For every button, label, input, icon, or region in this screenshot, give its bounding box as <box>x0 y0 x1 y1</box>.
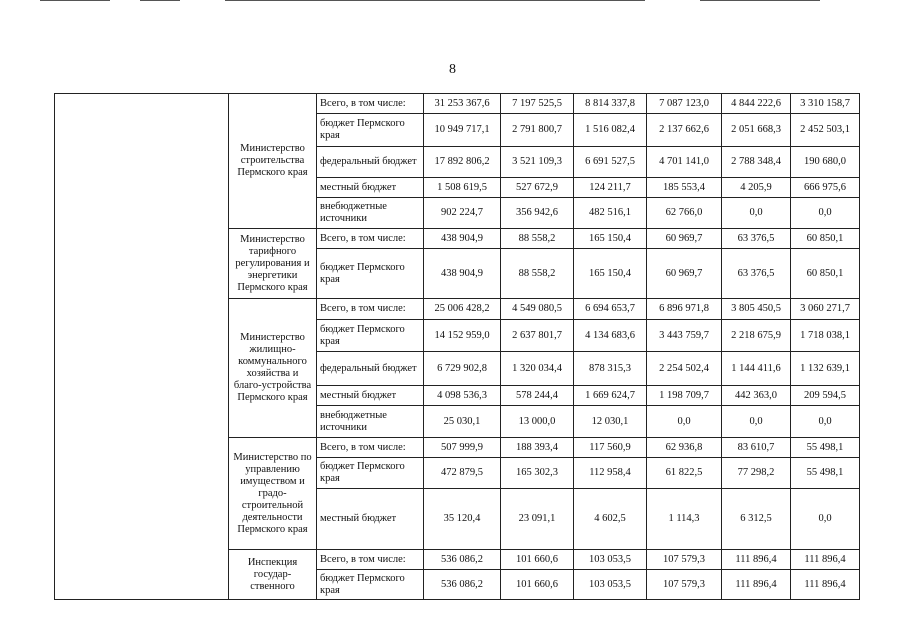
amount-cell: 61 822,5 <box>647 458 722 489</box>
amount-cell: 1 718 038,1 <box>791 320 860 352</box>
amount-cell: 578 244,4 <box>501 386 574 406</box>
amount-cell: 2 218 675,9 <box>722 320 791 352</box>
amount-cell: 63 376,5 <box>722 229 791 249</box>
organization-cell: Министерство строительства Пермского края <box>229 94 317 229</box>
amount-cell: 527 672,9 <box>501 178 574 198</box>
amount-cell: 6 896 971,8 <box>647 299 722 320</box>
amount-cell: 165 150,4 <box>574 229 647 249</box>
amount-cell: 482 516,1 <box>574 198 647 229</box>
amount-cell: 356 942,6 <box>501 198 574 229</box>
amount-cell: 63 376,5 <box>722 249 791 299</box>
amount-cell: 0,0 <box>722 406 791 438</box>
amount-cell: 6 729 902,8 <box>424 352 501 386</box>
amount-cell: 1 198 709,7 <box>647 386 722 406</box>
amount-cell: 111 896,4 <box>722 570 791 600</box>
scan-edge-lines <box>0 0 905 6</box>
amount-cell: 107 579,3 <box>647 570 722 600</box>
funding-source-cell: бюджет Пермского края <box>317 458 424 489</box>
amount-cell: 60 850,1 <box>791 229 860 249</box>
amount-cell: 0,0 <box>791 489 860 550</box>
amount-cell: 3 443 759,7 <box>647 320 722 352</box>
amount-cell: 111 896,4 <box>791 550 860 570</box>
amount-cell: 60 969,7 <box>647 249 722 299</box>
funding-source-cell: Всего, в том числе: <box>317 299 424 320</box>
amount-cell: 3 310 158,7 <box>791 94 860 114</box>
amount-cell: 438 904,9 <box>424 249 501 299</box>
amount-cell: 12 030,1 <box>574 406 647 438</box>
amount-cell: 165 150,4 <box>574 249 647 299</box>
funding-source-cell: местный бюджет <box>317 386 424 406</box>
amount-cell: 442 363,0 <box>722 386 791 406</box>
amount-cell: 101 660,6 <box>501 570 574 600</box>
amount-cell: 2 788 348,4 <box>722 147 791 178</box>
amount-cell: 4 602,5 <box>574 489 647 550</box>
amount-cell: 1 320 034,4 <box>501 352 574 386</box>
amount-cell: 10 949 717,1 <box>424 114 501 147</box>
amount-cell: 103 053,5 <box>574 550 647 570</box>
amount-cell: 60 850,1 <box>791 249 860 299</box>
amount-cell: 107 579,3 <box>647 550 722 570</box>
funding-source-cell: внебюджетные источники <box>317 198 424 229</box>
amount-cell: 4 701 141,0 <box>647 147 722 178</box>
funding-source-cell: внебюджетные источники <box>317 406 424 438</box>
amount-cell: 6 312,5 <box>722 489 791 550</box>
amount-cell: 60 969,7 <box>647 229 722 249</box>
amount-cell: 88 558,2 <box>501 229 574 249</box>
amount-cell: 1 114,3 <box>647 489 722 550</box>
amount-cell: 188 393,4 <box>501 438 574 458</box>
table-row <box>55 94 860 114</box>
amount-cell: 3 805 450,5 <box>722 299 791 320</box>
amount-cell: 31 253 367,6 <box>424 94 501 114</box>
organization-cell: Министерство по управлению имуществом и градо-строительной деятельности Пермского края <box>229 438 317 550</box>
amount-cell: 23 091,1 <box>501 489 574 550</box>
amount-cell: 2 791 800,7 <box>501 114 574 147</box>
amount-cell: 14 152 959,0 <box>424 320 501 352</box>
amount-cell: 0,0 <box>647 406 722 438</box>
organization-cell: Инспекция государ-ственного <box>229 550 317 600</box>
budget-table <box>54 93 860 600</box>
amount-cell: 55 498,1 <box>791 458 860 489</box>
amount-cell: 88 558,2 <box>501 249 574 299</box>
amount-cell: 101 660,6 <box>501 550 574 570</box>
amount-cell: 472 879,5 <box>424 458 501 489</box>
funding-source-cell: бюджет Пермского края <box>317 570 424 600</box>
amount-cell: 25 006 428,2 <box>424 299 501 320</box>
amount-cell: 13 000,0 <box>501 406 574 438</box>
amount-cell: 111 896,4 <box>791 570 860 600</box>
amount-cell: 62 766,0 <box>647 198 722 229</box>
funding-source-cell: Всего, в том числе: <box>317 438 424 458</box>
amount-cell: 3 060 271,7 <box>791 299 860 320</box>
amount-cell: 7 197 525,5 <box>501 94 574 114</box>
amount-cell: 536 086,2 <box>424 570 501 600</box>
amount-cell: 536 086,2 <box>424 550 501 570</box>
amount-cell: 0,0 <box>791 406 860 438</box>
amount-cell: 7 087 123,0 <box>647 94 722 114</box>
page-number: 8 <box>449 62 456 77</box>
amount-cell: 2 254 502,4 <box>647 352 722 386</box>
amount-cell: 1 132 639,1 <box>791 352 860 386</box>
amount-cell: 35 120,4 <box>424 489 501 550</box>
funding-source-cell: бюджет Пермского края <box>317 320 424 352</box>
amount-cell: 1 516 082,4 <box>574 114 647 147</box>
amount-cell: 190 680,0 <box>791 147 860 178</box>
amount-cell: 2 637 801,7 <box>501 320 574 352</box>
amount-cell: 507 999,9 <box>424 438 501 458</box>
amount-cell: 4 098 536,3 <box>424 386 501 406</box>
amount-cell: 111 896,4 <box>722 550 791 570</box>
amount-cell: 6 694 653,7 <box>574 299 647 320</box>
amount-cell: 25 030,1 <box>424 406 501 438</box>
funding-source-cell: федеральный бюджет <box>317 352 424 386</box>
amount-cell: 1 669 624,7 <box>574 386 647 406</box>
organization-cell: Министерство тарифного регулирования и энергетики Пермского края <box>229 229 317 299</box>
amount-cell: 62 936,8 <box>647 438 722 458</box>
amount-cell: 4 205,9 <box>722 178 791 198</box>
amount-cell: 2 452 503,1 <box>791 114 860 147</box>
amount-cell: 83 610,7 <box>722 438 791 458</box>
amount-cell: 165 302,3 <box>501 458 574 489</box>
funding-source-cell: бюджет Пермского края <box>317 249 424 299</box>
funding-source-cell: местный бюджет <box>317 489 424 550</box>
amount-cell: 2 051 668,3 <box>722 114 791 147</box>
amount-cell: 438 904,9 <box>424 229 501 249</box>
funding-source-cell: Всего, в том числе: <box>317 94 424 114</box>
amount-cell: 185 553,4 <box>647 178 722 198</box>
amount-cell: 103 053,5 <box>574 570 647 600</box>
amount-cell: 4 844 222,6 <box>722 94 791 114</box>
amount-cell: 17 892 806,2 <box>424 147 501 178</box>
amount-cell: 0,0 <box>791 198 860 229</box>
amount-cell: 878 315,3 <box>574 352 647 386</box>
amount-cell: 0,0 <box>722 198 791 229</box>
funding-source-cell: местный бюджет <box>317 178 424 198</box>
funding-source-cell: Всего, в том числе: <box>317 229 424 249</box>
program-cell <box>55 94 229 600</box>
amount-cell: 1 508 619,5 <box>424 178 501 198</box>
amount-cell: 209 594,5 <box>791 386 860 406</box>
organization-cell: Министерство жилищно-коммунального хозяйства и благо-устройства Пермского края <box>229 299 317 438</box>
amount-cell: 77 298,2 <box>722 458 791 489</box>
amount-cell: 117 560,9 <box>574 438 647 458</box>
amount-cell: 4 134 683,6 <box>574 320 647 352</box>
funding-source-cell: бюджет Пермского края <box>317 114 424 147</box>
amount-cell: 55 498,1 <box>791 438 860 458</box>
funding-source-cell: федеральный бюджет <box>317 147 424 178</box>
amount-cell: 902 224,7 <box>424 198 501 229</box>
amount-cell: 8 814 337,8 <box>574 94 647 114</box>
funding-source-cell: Всего, в том числе: <box>317 550 424 570</box>
amount-cell: 6 691 527,5 <box>574 147 647 178</box>
amount-cell: 112 958,4 <box>574 458 647 489</box>
amount-cell: 666 975,6 <box>791 178 860 198</box>
amount-cell: 3 521 109,3 <box>501 147 574 178</box>
amount-cell: 2 137 662,6 <box>647 114 722 147</box>
amount-cell: 1 144 411,6 <box>722 352 791 386</box>
amount-cell: 124 211,7 <box>574 178 647 198</box>
amount-cell: 4 549 080,5 <box>501 299 574 320</box>
